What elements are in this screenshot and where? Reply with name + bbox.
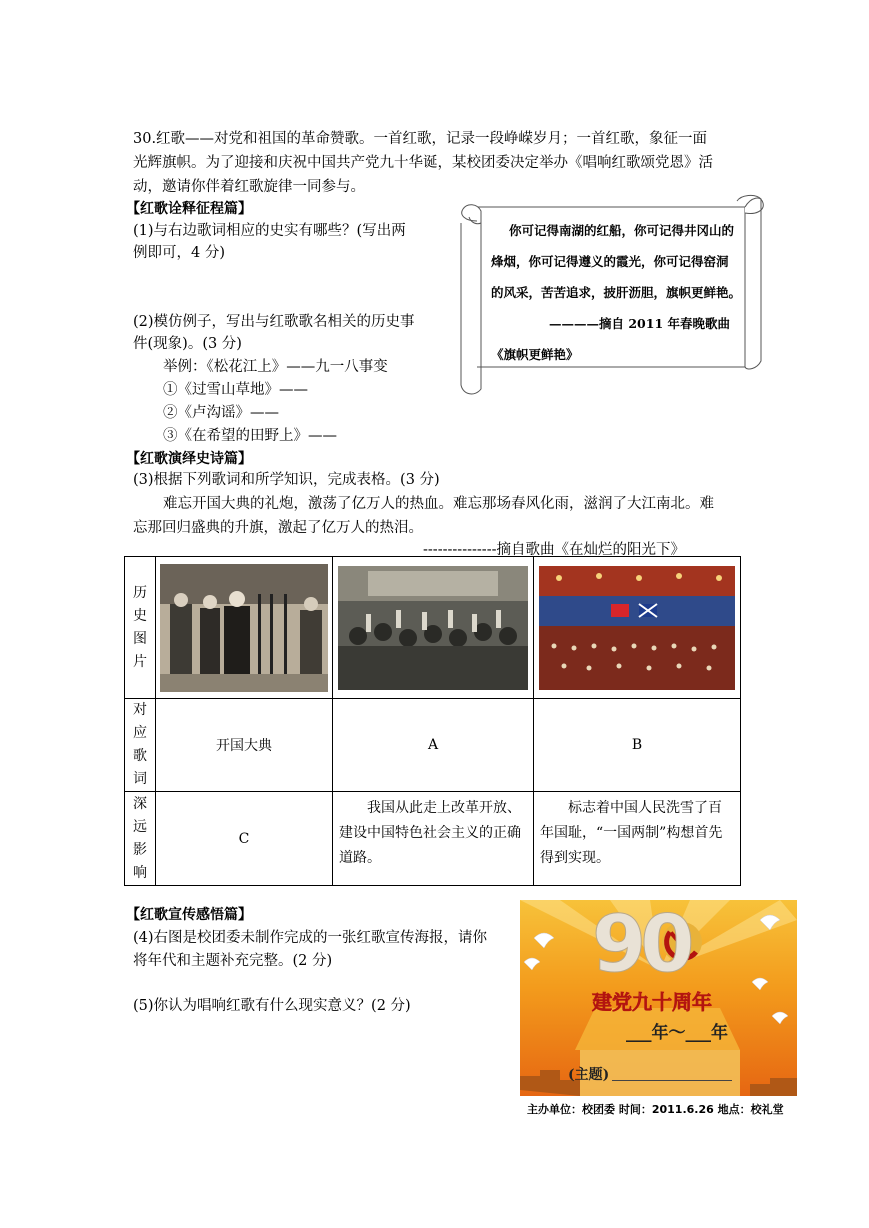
impact-cell-3: 标志着中国人民洗雪了百年国耻，“一国两制”构想首先得到实现。 bbox=[534, 792, 741, 886]
lyric-cell-a: A bbox=[333, 699, 534, 792]
scroll-line-5: 《旗帜更鲜艳》 bbox=[491, 347, 579, 362]
poster-theme-underline bbox=[612, 1080, 732, 1081]
section3-title: 【红歌宣传感悟篇】 bbox=[126, 907, 252, 923]
scroll-line-3: 的风采，苦苦追求，披肝沥胆，旗帜更鲜艳。 bbox=[491, 285, 742, 300]
scroll-line-1: 你可记得南湖的红船，你可记得井冈山的 bbox=[509, 223, 735, 238]
question-line-3: 动，邀请你伴着红歌旋律一同参与。 bbox=[133, 179, 365, 195]
poster-theme: (主题) bbox=[568, 1067, 610, 1083]
photo-cell-reform bbox=[333, 557, 534, 699]
lyric-line-1: 难忘开国大典的礼炮，激荡了亿万人的热血。难忘那场春风化雨，滋润了大江南北。难 bbox=[163, 496, 714, 512]
section2-title: 【红歌演绎史诗篇】 bbox=[126, 451, 252, 467]
question-line-1: 30.红歌——对党和祖国的革命赞歌。一首红歌，记录一段峥嵘岁月；一首红歌，象征一面 bbox=[133, 131, 708, 147]
photo-cell-founding bbox=[156, 557, 333, 699]
q2-line-2: 件(现象)。(3 分) bbox=[133, 336, 242, 352]
q2-item-1: ①《过雪山草地》—— bbox=[163, 382, 308, 398]
impact-cell-2: 我国从此走上改革开放、建设中国特色社会主义的正确道路。 bbox=[333, 792, 534, 886]
lyric-cell-b: B bbox=[534, 699, 741, 792]
q1-line-2: 例即可，4 分) bbox=[133, 245, 225, 261]
impact-cell-c: C bbox=[156, 792, 333, 886]
poster-title: 建党九十周年 bbox=[592, 990, 712, 1014]
q2-item-2: ②《卢沟谣》—— bbox=[163, 405, 279, 421]
q4-line-2: 将年代和主题补充完整。(2 分) bbox=[133, 953, 333, 969]
lyric-source: ---------------摘自歌曲《在灿烂的阳光下》 bbox=[423, 542, 685, 558]
founding-ceremony-photo bbox=[160, 564, 328, 692]
row-header-lyrics: 对 应 歌 词 bbox=[125, 699, 156, 792]
lyric-cell-1: 开国大典 bbox=[156, 699, 333, 792]
photo-cell-handover bbox=[534, 557, 741, 699]
q4-line-1: (4)右图是校团委未制作完成的一张红歌宣传海报，请你 bbox=[133, 930, 488, 946]
poster-years: ___年～___年 bbox=[626, 1023, 728, 1043]
q5-text: (5)你认为唱响红歌有什么现实意义？(2 分) bbox=[133, 998, 411, 1014]
question-line-2: 光辉旗帜。为了迎接和庆祝中国共产党九十华诞，某校团委决定举办《唱响红歌颂党恩》活 bbox=[133, 155, 713, 171]
q3-text: (3)根据下列歌词和所学知识，完成表格。(3 分) bbox=[133, 472, 440, 488]
anniversary-poster bbox=[520, 900, 797, 1096]
lyric-line-2: 忘那回归盛典的升旗，激起了亿万人的热泪。 bbox=[133, 520, 423, 536]
q2-item-3: ③《在希望的田野上》—— bbox=[163, 428, 337, 444]
row-header-photos: 历 史 图 片 bbox=[125, 557, 156, 699]
lyrics-scroll bbox=[455, 193, 768, 399]
scroll-line-2: 烽烟，你可记得遵义的霞光，你可记得窑洞 bbox=[491, 254, 729, 269]
history-table bbox=[124, 556, 741, 886]
poster-number: 90 bbox=[592, 900, 689, 990]
poster-footer: 主办单位：校团委 时间：2011.6.26 地点：校礼堂 bbox=[527, 1103, 784, 1116]
row-header-impact: 深 远 影 响 bbox=[125, 792, 156, 886]
reform-meeting-photo bbox=[338, 566, 528, 690]
q1-line-1: (1)与右边歌词相应的史实有哪些？(写出两 bbox=[133, 223, 406, 239]
scroll-line-4: ————摘自 2011 年春晚歌曲 bbox=[549, 316, 730, 331]
q2-example: 举例：《松花江上》——九一八事变 bbox=[163, 359, 388, 375]
hong-kong-handover-photo bbox=[539, 566, 735, 690]
section1-title: 【红歌诠释征程篇】 bbox=[126, 201, 252, 217]
q2-line-1: (2)模仿例子，写出与红歌歌名相关的历史事 bbox=[133, 314, 415, 330]
